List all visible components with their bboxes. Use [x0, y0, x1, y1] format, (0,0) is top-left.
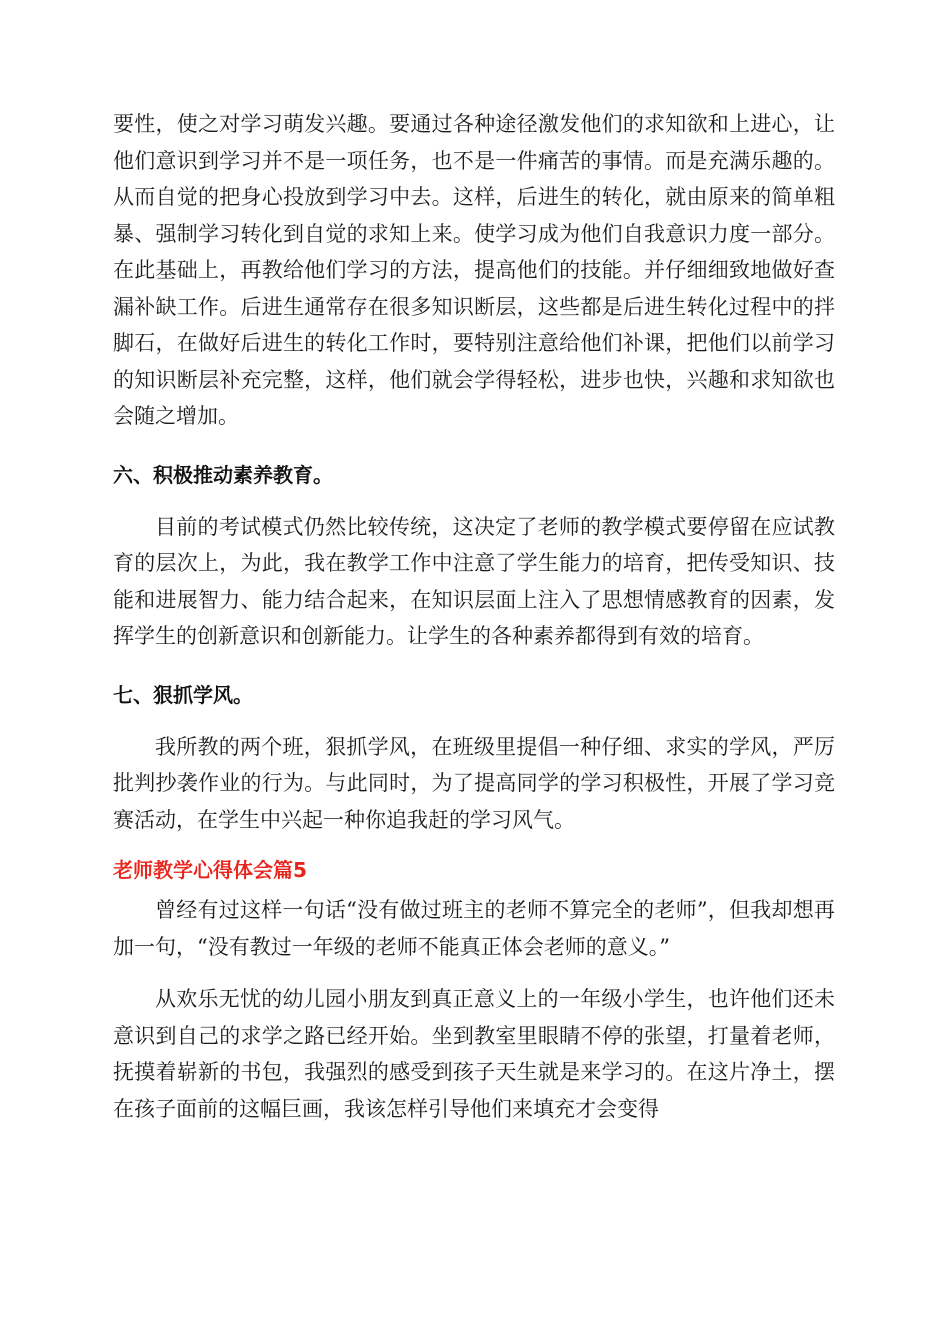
paragraph-5: 从欢乐无忧的幼儿园小朋友到真正意义上的一年级小学生，也许他们还未意识到自己的求学之路已经开始。坐到教室里眼睛不停的张望，打量着老师，抚摸着崭新的书包，我强烈的感受到孩子天生就是来学习的。在这片净土，摆在孩子面前的这幅巨画，我该怎样引导他们来填充才会变得 — [113, 987, 835, 1121]
section-title-part-5: 老师教学心得体会篇5 — [113, 858, 307, 882]
paragraph-2: 目前的考试模式仍然比较传统，这决定了老师的教学模式要停留在应试教育的层次上，为此，我在教学工作中注意了学生能力的培育，把传受知识、技能和进展智力、能力结合起来，在知识层面上注入了思想情感教育的因素，发挥学生的创新意识和创新能力。让学生的各种素养都得到有效的培育。 — [113, 514, 835, 648]
heading-section-6: 六、积极推动素养教育。 — [113, 462, 333, 487]
document-body — [113, 106, 835, 1127]
heading-section-7: 七、狠抓学风。 — [113, 682, 253, 707]
paragraph-1: 要性，使之对学习萌发兴趣。要通过各种途径激发他们的求知欲和上进心，让他们意识到学习并不是一项任务，也不是一件痛苦的事情。而是充满乐趣的。从而自觉的把身心投放到学习中去。这样，后进生的转化，就由原来的简单粗暴、强制学习转化到自觉的求知上来。使学习成为他们自我意识力度一部分。在此基础上，再教给他们学习的方法，提高他们的技能。并仔细细致地做好查漏补缺工作。后进生通常存在很多知识断层，这些都是后进生转化过程中的拌脚石，在做好后进生的转化工作时，要特别注意给他们补课，把他们以前学习的知识断层补充完整，这样，他们就会学得轻松，进步也快，兴趣和求知欲也会随之增加。 — [113, 112, 835, 428]
paragraph-3: 我所教的两个班，狠抓学风，在班级里提倡一种仔细、求实的学风，严厉批判抄袭作业的行为。与此同时，为了提高同学的学习积极性，开展了学习竞赛活动，在学生中兴起一种你追我赶的学习风气。 — [113, 734, 835, 832]
paragraph-4: 曾经有过这样一句话“没有做过班主的老师不算完全的老师”，但我却想再加一句，“没有教过一年级的老师不能真正体会老师的意义。” — [113, 898, 835, 959]
